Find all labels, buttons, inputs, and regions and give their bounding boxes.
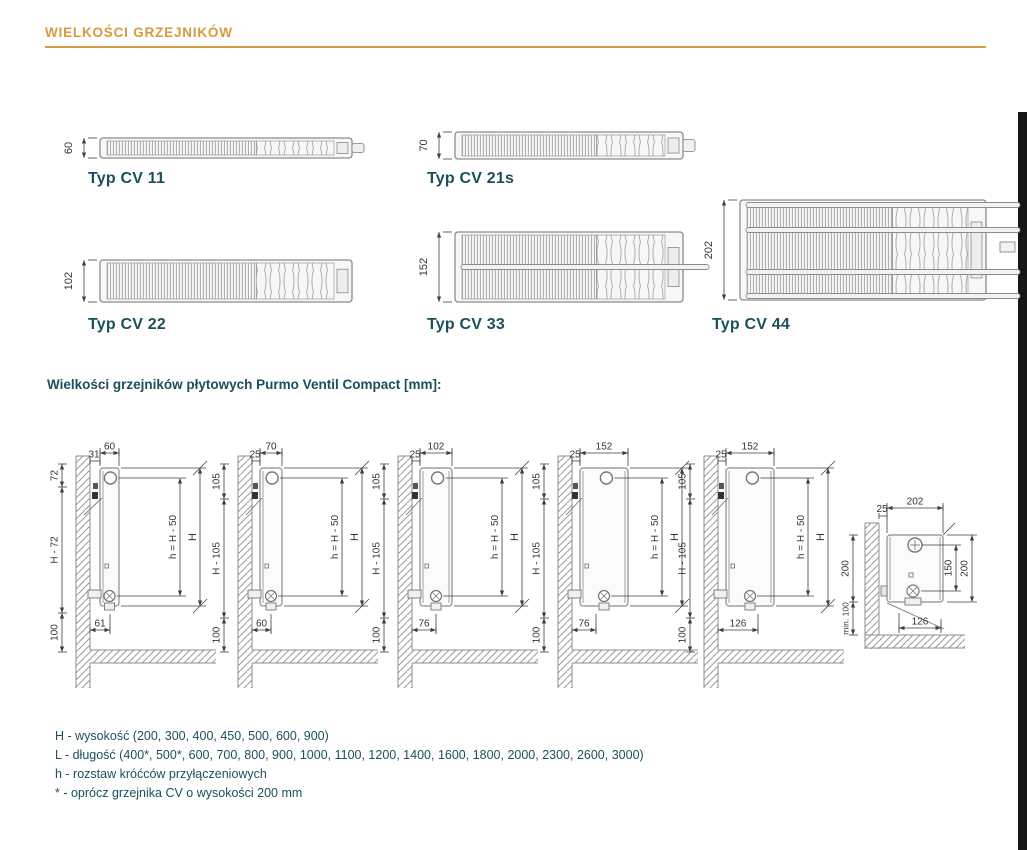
dim-label: 100 bbox=[211, 626, 223, 644]
dim-label: 105 bbox=[677, 473, 689, 490]
legend bbox=[55, 727, 644, 803]
dim-label: H - 105 bbox=[531, 542, 543, 575]
dim-label: 202 bbox=[703, 240, 715, 260]
dim-label: 25 bbox=[876, 504, 888, 515]
dim-label: 25 bbox=[715, 449, 727, 461]
dim-label: H bbox=[187, 533, 199, 541]
installation-detail-diagram bbox=[840, 467, 1027, 682]
type-label-cv21s: Typ CV 21s bbox=[427, 170, 515, 187]
dim-label: h = H - 50 bbox=[330, 514, 341, 560]
dim-label: 126 bbox=[729, 618, 747, 630]
dim-label: 100 bbox=[49, 624, 61, 641]
dim-label: 152 bbox=[418, 257, 430, 277]
type-label-cv22: Typ CV 22 bbox=[88, 316, 166, 333]
legend-line-height: H - wysokość (200, 300, 400, 450, 500, 600, 900) bbox=[55, 729, 329, 743]
page-title: WIELKOŚCI GRZEJNIKÓW bbox=[45, 25, 233, 40]
dim-label: H - 105 bbox=[677, 542, 689, 575]
side-view-diagram bbox=[532, 426, 702, 694]
dim-label: h = H - 50 bbox=[490, 514, 501, 560]
dim-label: 31 bbox=[88, 449, 100, 461]
dim-label: 70 bbox=[265, 441, 277, 453]
side-view-diagram bbox=[50, 426, 220, 694]
dim-label: h = H - 50 bbox=[796, 514, 807, 560]
dim-label: 105 bbox=[371, 473, 383, 490]
dim-label: 25 bbox=[249, 449, 261, 461]
dim-label: 76 bbox=[418, 618, 430, 630]
radiator-top-view bbox=[413, 120, 713, 174]
type-label-cv33: Typ CV 33 bbox=[427, 316, 505, 333]
side-view-diagram bbox=[212, 426, 382, 694]
dim-label: H bbox=[349, 533, 361, 541]
dim-label: 76 bbox=[578, 618, 590, 630]
dim-label: 25 bbox=[569, 449, 581, 461]
dim-label: 100 bbox=[371, 626, 383, 644]
dim-label: H bbox=[815, 533, 827, 541]
type-label-cv11: Typ CV 11 bbox=[88, 170, 166, 187]
dim-label: 150 bbox=[943, 559, 955, 577]
radiator-top-view bbox=[698, 188, 1027, 316]
dim-label: 60 bbox=[255, 618, 268, 630]
dim-label: 100 bbox=[531, 626, 543, 644]
side-view-diagram bbox=[372, 426, 542, 694]
dim-label: h = H - 50 bbox=[168, 514, 179, 560]
dim-label: 100 bbox=[677, 626, 689, 644]
radiator-top-view bbox=[58, 248, 388, 316]
dim-label: H - 72 bbox=[49, 536, 61, 564]
legend-line-ports: h - rozstaw króćców przyłączeniowych bbox=[55, 767, 267, 781]
dim-label: 202 bbox=[906, 496, 924, 508]
dim-label: 70 bbox=[418, 139, 430, 152]
dim-label: 105 bbox=[531, 473, 543, 490]
dim-label: H - 105 bbox=[211, 542, 223, 575]
dim-label: 25 bbox=[409, 449, 421, 461]
dim-label: H - 105 bbox=[371, 542, 383, 575]
dim-label: 105 bbox=[211, 473, 223, 490]
header-divider bbox=[45, 46, 986, 48]
dim-label: 60 bbox=[103, 441, 116, 453]
dim-label: 152 bbox=[741, 441, 759, 453]
dim-label: H bbox=[669, 533, 681, 541]
dim-label: 72 bbox=[49, 469, 61, 482]
dim-label: 60 bbox=[63, 141, 75, 155]
dim-label: 126 bbox=[911, 616, 929, 628]
radiator-top-view bbox=[413, 220, 713, 316]
radiator-top-view bbox=[58, 126, 388, 174]
dim-label: 102 bbox=[63, 271, 75, 291]
dim-label: h = H - 50 bbox=[650, 514, 661, 560]
dim-label: 102 bbox=[427, 441, 445, 453]
side-view-diagram bbox=[678, 426, 848, 694]
dim-label: 61 bbox=[94, 618, 106, 630]
type-label-cv44: Typ CV 44 bbox=[712, 316, 790, 333]
legend-line-note: * - oprócz grzejnika CV o wysokości 200 mm bbox=[55, 786, 303, 800]
dim-label: min. 100 bbox=[840, 602, 851, 635]
dim-label: H bbox=[509, 533, 521, 541]
section-heading: Wielkości grzejników płytowych Purmo Ventil Compact [mm]: bbox=[47, 377, 442, 392]
dim-label: 152 bbox=[595, 441, 613, 453]
dim-label: 200 bbox=[840, 560, 852, 577]
legend-line-length: L - długość (400*, 500*, 600, 700, 800, 900, 1000, 1100, 1200, 1400, 1600, 1800, 2000, 2300, 2600, 3000) bbox=[55, 748, 644, 762]
dim-label: 200 bbox=[959, 560, 971, 577]
